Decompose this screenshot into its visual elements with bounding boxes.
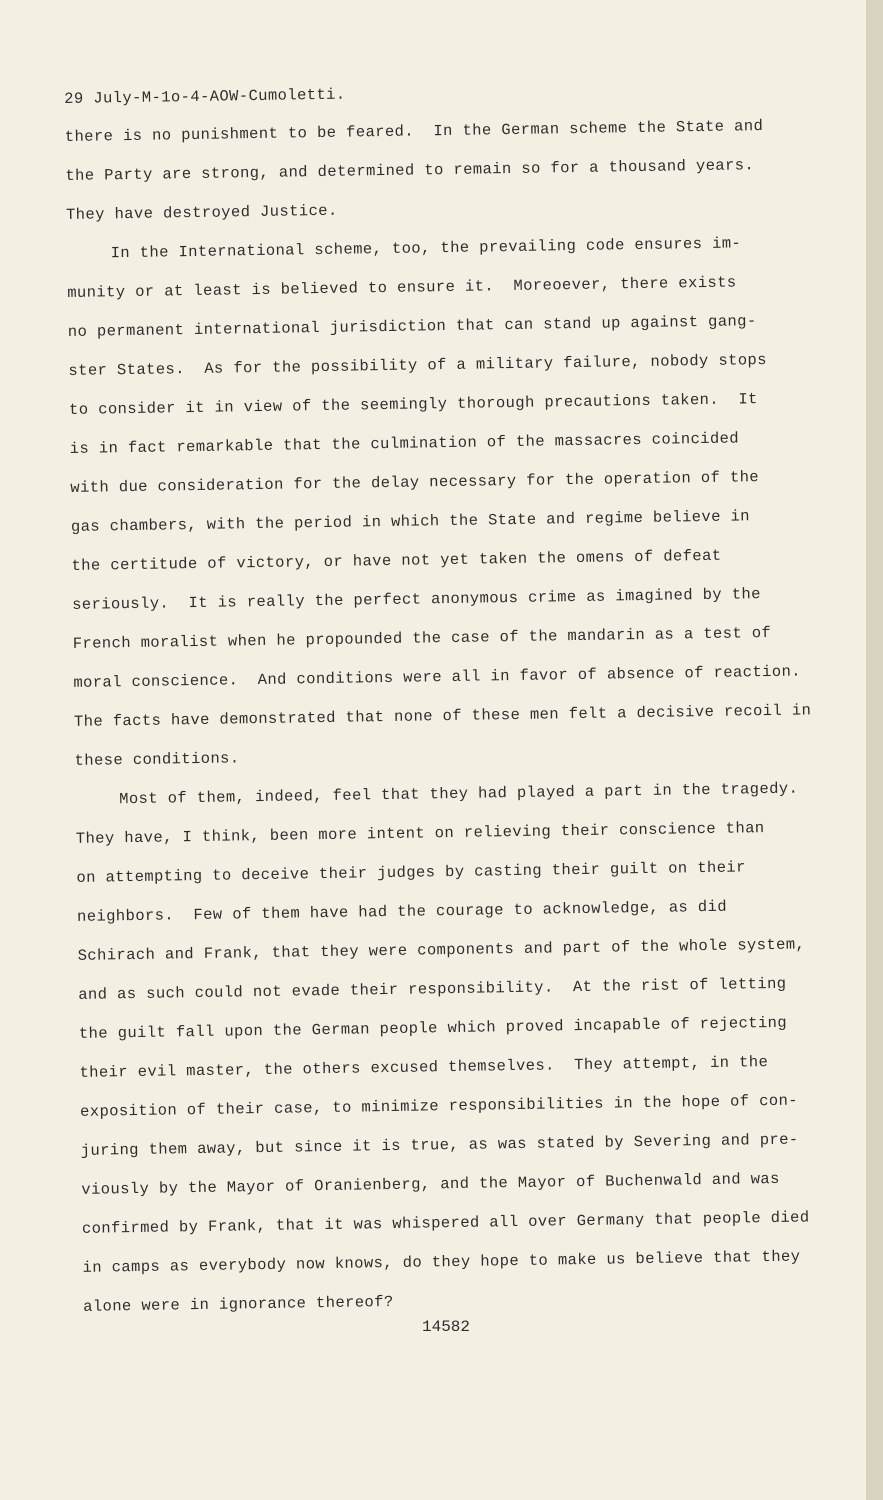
text-line: seriously. It is really the perfect anonymous crime as imagined by the (72, 585, 762, 614)
page-edge (866, 0, 883, 1500)
text-line: French moralist when he propounded the case of the mandarin as a test of (72, 623, 772, 653)
text-line: in camps as everybody now knows, do they hope to make us believe that they (82, 1247, 801, 1277)
text-line: viously by the Mayor of Oranienberg, and the Mayor of Buchenwald and was (81, 1169, 780, 1199)
text-line: the certitude of victory, or have not yet taken the omens of defeat (71, 546, 722, 575)
text-line: with due consideration for the delay necessary for the operation of the (70, 468, 760, 497)
text-line: exposition of their case, to minimize responsibilities in the hope of con- (79, 1091, 799, 1121)
document-header: 29 July-M-1o-4-AOW-Cumoletti. (64, 85, 346, 108)
text-line: no permanent international jurisdiction that can stand up against gang- (67, 312, 757, 341)
text-line: confirmed by Frank, that it was whispered all over Germany that people died (81, 1208, 810, 1238)
text-line: munity or at least is believed to ensure it. Moreoever, there exists (67, 273, 737, 302)
text-line: and as such could not evade their responsibility. At the rist of letting (78, 974, 787, 1004)
page-number: 14582 (422, 1318, 471, 1336)
text-line: They have destroyed Justice. (65, 201, 338, 224)
text-line: their evil master, the others excused themselves. They attempt, in the (79, 1053, 769, 1082)
text-line: to consider it in view of the seemingly thorough precautions taken. It (68, 390, 758, 419)
paragraph-start-line: In the International scheme, too, the prevailing code ensures im- (110, 234, 742, 263)
text-line: is in fact remarkable that the culmination of the massacres coincided (69, 429, 740, 458)
text-line: alone were in ignorance thereof? (83, 1292, 394, 1316)
typed-text-block (64, 74, 843, 1327)
text-line: these conditions. (74, 749, 240, 770)
text-line: there is no punishment to be feared. In the German scheme the State and (64, 117, 764, 146)
text-line: on attempting to deceive their judges by casting their guilt on their (76, 858, 746, 887)
paragraph-start-line: Most of them, indeed, feel that they had played a part in the tragedy. (119, 779, 799, 809)
text-line: The facts have demonstrated that none of these men felt a decisive recoil in (73, 701, 812, 731)
text-line: the Party are strong, and determined to remain so for a thousand years. (65, 156, 755, 185)
text-line: ster States. As for the possibility of a military failure, nobody stops (68, 350, 768, 380)
text-line: the guilt fall upon the German people which proved incapable of rejecting (78, 1013, 788, 1043)
text-line: juring them away, but since it is true, as was stated by Severing and pre- (80, 1130, 799, 1160)
text-line: They have, I think, been more intent on relieving their conscience than (75, 819, 765, 848)
text-line: Schirach and Frank, that they were components and part of the whole system, (77, 935, 806, 965)
text-line: neighbors. Few of them have had the courage to acknowledge, as did (76, 897, 728, 926)
text-line: moral conscience. And conditions were all in favor of absence of reaction. (73, 662, 802, 692)
text-line: gas chambers, with the period in which the State and regime believe in (70, 507, 751, 536)
